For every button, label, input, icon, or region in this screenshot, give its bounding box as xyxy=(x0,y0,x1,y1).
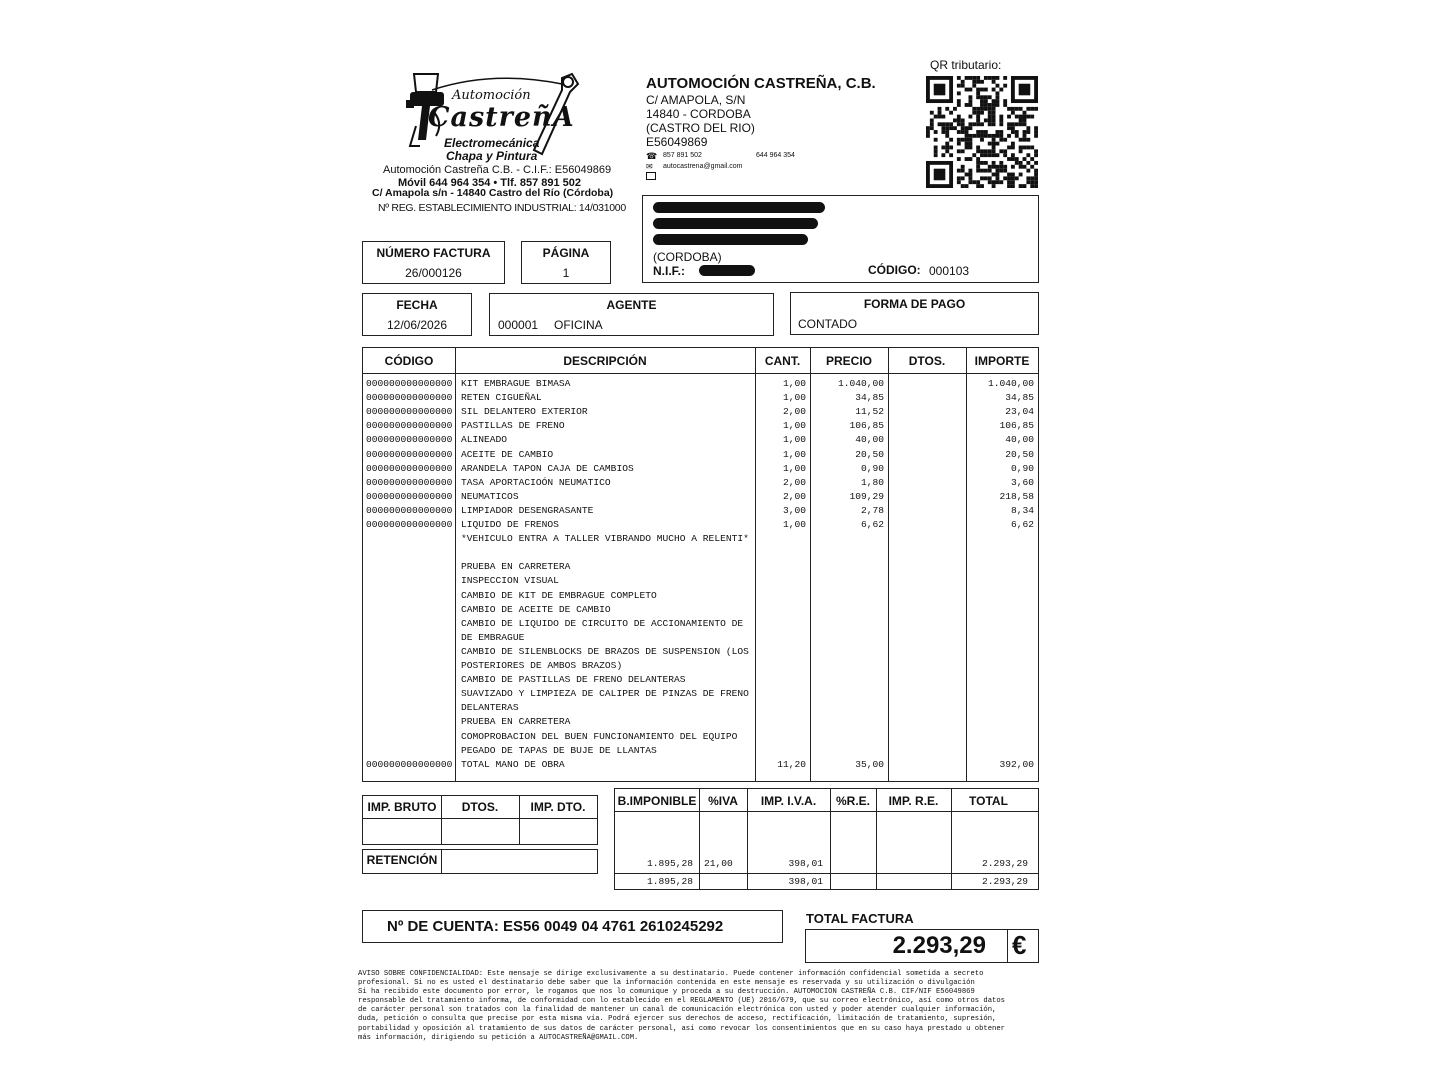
tax-header-total: TOTAL xyxy=(969,794,1008,808)
line-precio: 2,78 xyxy=(860,504,884,516)
line-precio: 0,90 xyxy=(860,462,884,474)
line-items-body xyxy=(363,348,1038,781)
notice-line: duda, petición o consulta que precise por esta misma vía. Podrá ejercer sus derechos de acceso, rectificación, limitación de tratamiento, supresión, xyxy=(358,1015,997,1024)
company-phone-1: 857 891 502 xyxy=(663,152,702,159)
invoice-number: 26/000126 xyxy=(405,266,462,280)
client-province: (CORDOBA) xyxy=(653,250,722,264)
line-cant: 1,00 xyxy=(782,378,806,389)
tax-total-base: 1.895,28 xyxy=(646,876,693,887)
redacted-client-address xyxy=(653,218,818,229)
company-name: AUTOMOCIÓN CASTREÑA, C.B. xyxy=(646,75,876,92)
tax-table xyxy=(614,788,1039,890)
line-importe: 392,00 xyxy=(999,758,1034,770)
tax-row-iva-pct: 21,00 xyxy=(704,858,733,869)
logo-script: Automoción xyxy=(452,88,531,103)
line-description: LIMPIADOR DESENGRASANTE xyxy=(461,504,594,516)
col-header-precio: PRECIO xyxy=(825,354,872,368)
line-precio: 1,80 xyxy=(860,476,884,488)
redacted-client-city xyxy=(653,234,808,245)
agent-name: OFICINA xyxy=(554,318,603,332)
logo-line1: Electromecánica xyxy=(444,136,540,150)
invoice-number-label: NÚMERO FACTURA xyxy=(376,246,491,260)
col-header-descripcion: DESCRIPCIÓN xyxy=(563,354,647,368)
web-icon xyxy=(646,172,656,180)
line-cant: 1,00 xyxy=(782,392,806,404)
tax-header-re-pct: %R.E. xyxy=(835,794,870,808)
notice-line: responsable del tratamiento informa, de conformidad con lo establecido en el REGLAMENTO (UE) 2016/679, que su correo electrónico, así como otros datos xyxy=(358,997,1005,1006)
logo-info-3: C/ Amapola s/n - 14840 Castro del Río (Córdoba) xyxy=(372,187,614,199)
col-header-importe: IMPORTE xyxy=(974,354,1030,368)
line-description: SIL DELANTERO EXTERIOR xyxy=(461,406,588,418)
line-importe: 8,34 xyxy=(1010,504,1034,516)
line-cant: 2,00 xyxy=(782,406,806,418)
line-precio: 35,00 xyxy=(855,758,884,770)
company-logo xyxy=(392,70,582,165)
payment-box xyxy=(790,292,1039,335)
line-description: ARANDELA TAPON CAJA DE CAMBIOS xyxy=(461,462,634,474)
line-codigo: 000000000000000 xyxy=(366,448,453,460)
tax-total-imp-iva: 398,01 xyxy=(788,876,823,887)
col-header-cant: CANT. xyxy=(764,354,801,368)
notice-line: portabilidad y oposición al tratamiento de sus datos de carácter personal, así como revocar los consentimientos que en su caso haya prestado u obtener xyxy=(358,1024,1005,1033)
page-number: 1 xyxy=(562,266,570,280)
line-precio: 109,29 xyxy=(849,490,884,502)
payment-method: CONTADO xyxy=(798,317,858,331)
notice-line: profesional. Si no es usted el destinatario debe saber que la información contenida en este mensaje es reservada y su utilización o divulgación xyxy=(358,979,975,988)
bank-account-box xyxy=(362,910,783,943)
retencion-label: RETENCIÓN xyxy=(366,853,438,867)
total-invoice-amount: 2.293,29 xyxy=(892,932,986,959)
agent-box xyxy=(489,293,774,336)
line-cant: 11,20 xyxy=(777,758,806,770)
imp-bruto-label: IMP. BRUTO xyxy=(367,800,437,814)
line-description: POSTERIORES DE AMBOS BRAZOS) xyxy=(461,660,623,671)
line-description: PRUEBA EN CARRETERA xyxy=(461,716,571,728)
page-box xyxy=(521,241,611,284)
gross-box xyxy=(362,795,598,845)
line-importe: 0,90 xyxy=(1010,462,1034,474)
company-address-1: C/ AMAPOLA, S/N xyxy=(646,93,746,107)
confidentiality-notice xyxy=(358,970,1005,1043)
line-importe: 3,60 xyxy=(1010,476,1034,488)
line-precio: 20,50 xyxy=(855,448,884,460)
line-description: CAMBIO DE PASTILLAS DE FRENO DELANTERAS xyxy=(461,674,686,686)
line-importe: 218,58 xyxy=(999,490,1034,502)
line-description: *VEHICULO ENTRA A TALLER VIBRANDO MUCHO A RELENTI* xyxy=(461,533,749,545)
line-description: ALINEADO xyxy=(461,434,508,446)
line-description: DE EMBRAGUE xyxy=(461,631,525,643)
total-invoice-label: TOTAL FACTURA xyxy=(806,911,914,926)
tax-header-imp-re: IMP. R.E. xyxy=(888,794,939,808)
invoice-number-box xyxy=(362,241,505,284)
line-description: TASA APORTACIOÓN NEUMATICO xyxy=(461,476,611,488)
qr-code xyxy=(926,76,1038,188)
tax-row-imp-iva: 398,01 xyxy=(788,858,823,869)
agent-label: AGENTE xyxy=(606,298,657,312)
logo-info-2: Móvil 644 964 354 • Tlf. 857 891 502 xyxy=(398,177,582,189)
line-precio: 1.040,00 xyxy=(837,378,884,389)
line-codigo: 000000000000000 xyxy=(366,434,453,446)
line-codigo: 000000000000000 xyxy=(366,519,453,530)
line-items-table xyxy=(362,347,1039,782)
line-description: CAMBIO DE ACEITE DE CAMBIO xyxy=(461,603,611,615)
client-nif-label: N.I.F.: xyxy=(653,264,685,278)
notice-line: AVISO SOBRE CONFIDENCIALIDAD: Este mensaje se dirige exclusivamente a su destinatario. Puede contener información confidencial sometida a secreto xyxy=(358,970,984,978)
line-precio: 6,62 xyxy=(860,519,884,530)
line-description: TOTAL MANO DE OBRA xyxy=(461,758,565,770)
line-description: INSPECCION VISUAL xyxy=(461,575,559,587)
line-description: RETEN CIGUEÑAL xyxy=(461,392,542,404)
redacted-client-nif xyxy=(699,265,755,276)
notice-line: Si ha recibido este documento por error, le rogamos que nos lo comunique y proceda a su destrucción. AUTOMOCION CASTREÑA C.B. CIF/NIF E56049869 xyxy=(358,988,975,997)
email-icon: ✉ xyxy=(646,162,653,171)
tax-row-base: 1.895,28 xyxy=(646,858,693,869)
notice-line: más información, dirigiendo su petición a AUTOCASTREÑA@GMAIL.COM. xyxy=(358,1033,639,1042)
line-codigo: 000000000000000 xyxy=(366,504,453,516)
client-codigo-label: CÓDIGO: xyxy=(868,263,921,277)
line-codigo: 000000000000000 xyxy=(366,490,453,502)
line-cant: 1,00 xyxy=(782,420,806,432)
imp-dto-label: IMP. DTO. xyxy=(530,800,586,814)
line-description: PRUEBA EN CARRETERA xyxy=(461,561,571,573)
col-header-dtos: DTOS. xyxy=(908,354,946,368)
qr-code-icon xyxy=(926,76,1038,188)
client-codigo: 000103 xyxy=(929,264,970,278)
line-codigo: 000000000000000 xyxy=(366,420,453,432)
line-precio: 11,52 xyxy=(855,406,884,418)
client-box xyxy=(642,195,1039,283)
logo-brand: CastreñA xyxy=(428,102,575,133)
company-address-3: (CASTRO DEL RIO) xyxy=(646,121,755,135)
logo-line2: Chapa y Pintura xyxy=(446,149,538,163)
logo-info-4: Nº REG. ESTABLECIMIENTO INDUSTRIAL: 14/031000 xyxy=(378,202,626,214)
company-email: autocastrena@gmail.com xyxy=(663,163,743,170)
company-address-2: 14840 - CORDOBA xyxy=(646,107,751,121)
invoice-date: 12/06/2026 xyxy=(386,318,448,332)
line-precio: 40,00 xyxy=(855,434,884,446)
company-cif: E56049869 xyxy=(646,135,708,149)
tax-row-total: 2.293,29 xyxy=(981,858,1028,869)
line-cant: 2,00 xyxy=(782,490,806,502)
company-phone-2: 644 964 354 xyxy=(756,152,795,159)
line-cant: 1,00 xyxy=(782,434,806,446)
line-description: DELANTERAS xyxy=(461,702,519,714)
line-description: CAMBIO DE LIQUIDO DE CIRCUITO DE ACCIONAMIENTO DE xyxy=(461,617,744,629)
tax-total-total: 2.293,29 xyxy=(981,876,1028,887)
agent-code: 000001 xyxy=(498,318,539,332)
logo-info-1: Automoción Castreña C.B. - C.I.F.: E56049869 xyxy=(383,164,612,176)
payment-label: FORMA DE PAGO xyxy=(863,297,966,311)
line-codigo: 000000000000000 xyxy=(366,392,453,404)
redacted-client-name xyxy=(653,202,825,213)
line-cant: 1,00 xyxy=(782,448,806,460)
total-invoice-box xyxy=(805,929,1039,963)
line-cant: 1,00 xyxy=(782,462,806,474)
col-header-codigo: CÓDIGO xyxy=(384,354,434,368)
line-importe: 1.040,00 xyxy=(987,378,1034,389)
line-description: CAMBIO DE SILENBLOCKS DE BRAZOS DE SUSPENSION (LOS xyxy=(461,645,749,657)
line-codigo: 000000000000000 xyxy=(366,758,453,770)
line-description: LIQUIDO DE FRENOS xyxy=(461,519,559,530)
line-precio: 34,85 xyxy=(855,392,884,404)
line-description: PASTILLAS DE FRENO xyxy=(461,420,565,432)
euro-icon: € xyxy=(1012,930,1027,960)
dtos-label: DTOS. xyxy=(461,800,499,814)
date-box xyxy=(362,293,472,336)
line-cant: 1,00 xyxy=(782,519,806,530)
tax-header-base: B.IMPONIBLE xyxy=(617,794,697,808)
line-description: NEUMATICOS xyxy=(461,490,519,502)
phone-icon: ☎ xyxy=(646,151,658,161)
line-codigo: 000000000000000 xyxy=(366,476,453,488)
page-label: PÁGINA xyxy=(542,246,590,260)
line-description: ACEITE DE CAMBIO xyxy=(461,448,554,460)
line-description: SUAVIZADO Y LIMPIEZA DE CALIPER DE PINZAS DE FRENO xyxy=(461,688,749,700)
line-precio: 106,85 xyxy=(849,420,884,432)
line-codigo: 000000000000000 xyxy=(366,378,453,389)
retention-box xyxy=(362,849,598,874)
notice-line: de carácter personal son tratados con la finalidad de mantener un canal de comunicación electrónica con usted y poder atender cualquier información, xyxy=(358,1006,997,1015)
tax-header-imp-iva: IMP. I.V.A. xyxy=(760,794,817,808)
line-importe: 20,50 xyxy=(1005,448,1034,460)
date-label: FECHA xyxy=(396,298,438,312)
line-cant: 2,00 xyxy=(782,476,806,488)
line-codigo: 000000000000000 xyxy=(366,462,453,474)
line-cant: 3,00 xyxy=(782,504,806,516)
line-description: PEGADO DE TAPAS DE BUJE DE LLANTAS xyxy=(461,744,657,756)
line-importe: 106,85 xyxy=(999,420,1034,432)
line-description: COMOPROBACION DEL BUEN FUNCIONAMIENTO DEL EQUIPO xyxy=(461,730,738,742)
tax-header-iva-pct: %IVA xyxy=(708,794,738,808)
line-importe: 40,00 xyxy=(1005,434,1034,446)
qr-label: QR tributario: xyxy=(930,58,1002,72)
line-importe: 6,62 xyxy=(1010,519,1034,530)
line-importe: 34,85 xyxy=(1005,392,1034,404)
line-codigo: 000000000000000 xyxy=(366,406,453,418)
line-description: CAMBIO DE KIT DE EMBRAGUE COMPLETO xyxy=(461,589,657,601)
bank-account: Nº DE CUENTA: ES56 0049 04 4761 2610245292 xyxy=(387,918,724,935)
line-importe: 23,04 xyxy=(1005,406,1034,418)
line-description: KIT EMBRAGUE BIMASA xyxy=(461,378,571,389)
